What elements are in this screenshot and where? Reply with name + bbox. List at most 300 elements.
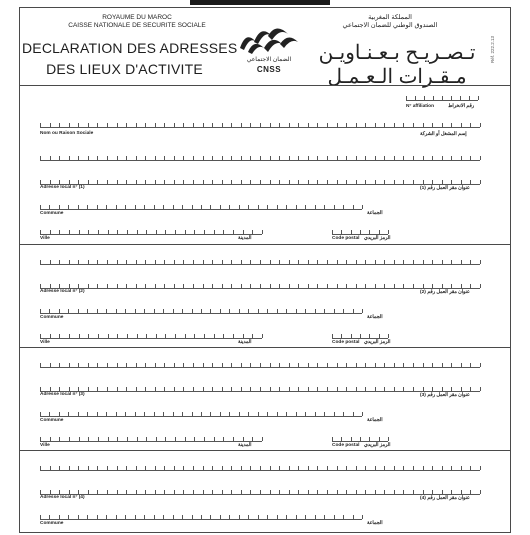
field-cell-tick <box>117 363 118 367</box>
field-cell-tick <box>461 123 462 127</box>
commune-field[interactable] <box>40 410 362 417</box>
field-cell-tick <box>183 387 184 391</box>
field-cell-tick <box>470 156 471 160</box>
field-cell-tick <box>174 490 175 494</box>
field-cell-tick <box>107 490 108 494</box>
field-cell-tick <box>250 260 251 264</box>
field-cell-tick <box>460 96 461 100</box>
field-cell-tick <box>277 309 278 313</box>
field-cell-tick <box>78 515 79 519</box>
postal-code-label-ar: الرمز البريدي <box>364 236 391 241</box>
field-cell-tick <box>126 156 127 160</box>
field-cell-tick <box>223 437 224 441</box>
title-ar-line1: تـصـريـح بـعـنـاويـن <box>318 42 476 64</box>
field-cell-tick <box>203 490 204 494</box>
field-cell-tick <box>40 180 41 184</box>
field-cell-tick <box>423 466 424 470</box>
field-cell-tick <box>267 412 268 416</box>
field-cell-tick <box>239 205 240 209</box>
field-cell-tick <box>69 334 70 338</box>
field-cell-tick <box>145 123 146 127</box>
field-cell-tick <box>343 309 344 313</box>
field-cell-tick <box>260 490 261 494</box>
field-cell-tick <box>108 230 109 234</box>
field-cell-tick <box>433 96 434 100</box>
ville-field[interactable] <box>40 332 262 339</box>
field-cell-tick <box>317 156 318 160</box>
field-cell-tick <box>145 180 146 184</box>
field-cell-tick <box>243 230 244 234</box>
field-cell-tick <box>163 515 164 519</box>
affiliation-field[interactable] <box>406 94 478 101</box>
field-cell-tick <box>298 466 299 470</box>
field-cell-tick <box>210 309 211 313</box>
field-cell-tick <box>59 156 60 160</box>
field-cell-tick <box>470 123 471 127</box>
field-cell-tick <box>442 260 443 264</box>
field-cell-tick <box>315 412 316 416</box>
field-cell-tick <box>470 180 471 184</box>
field-cell-tick <box>69 284 70 288</box>
field-cell-tick <box>384 490 385 494</box>
address-line-2-field[interactable] <box>40 488 480 495</box>
field-cell-tick <box>461 387 462 391</box>
field-cell-tick <box>343 412 344 416</box>
field-cell-tick <box>289 284 290 288</box>
postal-code-field[interactable] <box>332 228 388 235</box>
field-cell-tick <box>231 156 232 160</box>
field-cell-tick <box>165 230 166 234</box>
field-cell-tick <box>69 363 70 367</box>
field-cell-tick <box>432 387 433 391</box>
field-cell-tick <box>40 230 41 234</box>
field-cell-tick <box>480 156 481 160</box>
field-cell-tick <box>165 437 166 441</box>
field-cell-tick <box>59 490 60 494</box>
field-cell-tick <box>461 180 462 184</box>
field-cell-tick <box>289 387 290 391</box>
ville-field[interactable] <box>40 435 262 442</box>
field-cell-tick <box>231 260 232 264</box>
field-cell-tick <box>375 156 376 160</box>
postal-code-label-ar: الرمز البريدي <box>364 443 391 448</box>
field-cell-tick <box>379 230 380 234</box>
field-cell-tick <box>79 230 80 234</box>
field-cell-tick <box>379 437 380 441</box>
field-cell-tick <box>40 156 41 160</box>
field-cell-tick <box>49 205 50 209</box>
field-cell-tick <box>324 309 325 313</box>
field-cell-tick <box>50 284 51 288</box>
field-cell-tick <box>375 466 376 470</box>
field-cell-tick <box>155 363 156 367</box>
field-cell-tick <box>78 123 79 127</box>
name-field[interactable] <box>40 121 480 128</box>
field-cell-tick <box>296 515 297 519</box>
field-cell-tick <box>298 363 299 367</box>
field-cell-tick <box>185 230 186 234</box>
cnss-logo <box>234 22 304 77</box>
field-cell-tick <box>384 260 385 264</box>
field-cell-tick <box>88 260 89 264</box>
field-cell-tick <box>461 284 462 288</box>
field-cell-tick <box>40 437 41 441</box>
field-cell-tick <box>173 205 174 209</box>
field-cell-tick <box>40 387 41 391</box>
field-cell-tick <box>442 123 443 127</box>
field-cell-tick <box>365 284 366 288</box>
field-cell-tick <box>69 180 70 184</box>
field-cell-tick <box>107 180 108 184</box>
field-cell-tick <box>203 156 204 160</box>
postal-code-label-fr: Code postal <box>332 443 360 448</box>
field-cell-tick <box>145 284 146 288</box>
field-cell-tick <box>117 260 118 264</box>
field-cell-tick <box>212 387 213 391</box>
field-cell-tick <box>346 180 347 184</box>
field-cell-tick <box>394 260 395 264</box>
postal-code-field[interactable] <box>332 435 388 442</box>
field-cell-tick <box>250 466 251 470</box>
field-cell-tick <box>136 123 137 127</box>
field-cell-tick <box>480 180 481 184</box>
field-cell-tick <box>69 466 70 470</box>
commune-label-fr: Commune <box>40 211 64 216</box>
field-cell-tick <box>250 284 251 288</box>
field-cell-tick <box>174 387 175 391</box>
field-cell-tick <box>201 515 202 519</box>
field-cell-tick <box>442 96 443 100</box>
field-cell-tick <box>413 284 414 288</box>
field-cell-tick <box>40 466 41 470</box>
field-cell-tick <box>423 363 424 367</box>
address-line-1-field[interactable] <box>40 361 480 368</box>
field-cell-tick <box>144 205 145 209</box>
field-cell-tick <box>252 230 253 234</box>
field-cell-tick <box>356 123 357 127</box>
field-cell-tick <box>270 490 271 494</box>
commune-label-fr: Commune <box>40 521 64 526</box>
field-cell-tick <box>296 412 297 416</box>
field-cell-tick <box>241 363 242 367</box>
address-line-1-field[interactable] <box>40 154 480 161</box>
commune-field[interactable] <box>40 307 362 314</box>
field-cell-tick <box>413 123 414 127</box>
field-cell-tick <box>480 363 481 367</box>
field-cell-tick <box>480 490 481 494</box>
field-cell-tick <box>117 387 118 391</box>
title-fr-line1: DECLARATION DES ADRESSES <box>22 40 238 56</box>
field-cell-tick <box>461 260 462 264</box>
field-cell-tick <box>174 363 175 367</box>
field-cell-tick <box>156 230 157 234</box>
ville-field[interactable] <box>40 228 262 235</box>
address-line-2-field[interactable] <box>40 178 480 185</box>
field-cell-tick <box>403 490 404 494</box>
field-cell-tick <box>69 156 70 160</box>
field-cell-tick <box>97 466 98 470</box>
field-cell-tick <box>250 123 251 127</box>
field-cell-tick <box>175 230 176 234</box>
field-cell-tick <box>375 363 376 367</box>
field-cell-tick <box>267 205 268 209</box>
field-cell-tick <box>155 284 156 288</box>
field-cell-tick <box>185 437 186 441</box>
field-cell-tick <box>192 515 193 519</box>
field-cell-tick <box>182 412 183 416</box>
field-cell-tick <box>145 363 146 367</box>
field-cell-tick <box>324 412 325 416</box>
field-cell-tick <box>423 490 424 494</box>
address-line-2-field[interactable] <box>40 385 480 392</box>
org-ar: الصندوق الوطني للضمان الاجتماعي <box>342 22 438 29</box>
field-cell-tick <box>360 230 361 234</box>
postal-code-field[interactable] <box>332 332 388 339</box>
field-cell-tick <box>97 412 98 416</box>
field-cell-tick <box>343 515 344 519</box>
field-cell-tick <box>183 284 184 288</box>
field-cell-tick <box>478 96 479 100</box>
field-cell-tick <box>346 123 347 127</box>
field-cell-tick <box>50 466 51 470</box>
field-cell-tick <box>154 412 155 416</box>
field-cell-tick <box>332 437 333 441</box>
field-cell-tick <box>315 205 316 209</box>
field-cell-tick <box>125 515 126 519</box>
field-cell-tick <box>107 260 108 264</box>
field-cell-tick <box>384 123 385 127</box>
field-cell-tick <box>356 260 357 264</box>
field-cell-tick <box>356 363 357 367</box>
field-cell-tick <box>305 205 306 209</box>
field-cell-tick <box>353 412 354 416</box>
field-cell-tick <box>305 515 306 519</box>
field-cell-tick <box>117 123 118 127</box>
field-cell-tick <box>165 334 166 338</box>
field-cell-tick <box>126 180 127 184</box>
field-cell-tick <box>461 363 462 367</box>
field-cell-tick <box>78 387 79 391</box>
field-cell-tick <box>229 309 230 313</box>
field-cell-tick <box>59 363 60 367</box>
field-cell-tick <box>88 284 89 288</box>
logo-cnss-text: CNSS <box>256 65 282 74</box>
field-cell-tick <box>59 205 60 209</box>
field-cell-tick <box>193 123 194 127</box>
field-cell-tick <box>229 515 230 519</box>
field-cell-tick <box>250 363 251 367</box>
field-cell-tick <box>260 363 261 367</box>
field-cell-tick <box>334 205 335 209</box>
field-cell-tick <box>107 363 108 367</box>
field-cell-tick <box>327 387 328 391</box>
field-cell-tick <box>69 260 70 264</box>
field-cell-tick <box>233 230 234 234</box>
field-cell-tick <box>78 156 79 160</box>
field-cell-tick <box>461 466 462 470</box>
field-cell-tick <box>315 309 316 313</box>
field-cell-tick <box>343 205 344 209</box>
field-cell-tick <box>163 412 164 416</box>
field-cell-tick <box>97 156 98 160</box>
field-cell-tick <box>356 284 357 288</box>
field-cell-tick <box>87 515 88 519</box>
field-cell-tick <box>258 515 259 519</box>
field-cell-tick <box>98 334 99 338</box>
field-cell-tick <box>356 156 357 160</box>
field-cell-tick <box>78 205 79 209</box>
field-cell-tick <box>267 515 268 519</box>
field-cell-tick <box>220 515 221 519</box>
field-cell-tick <box>212 260 213 264</box>
field-cell-tick <box>50 387 51 391</box>
field-cell-tick <box>461 490 462 494</box>
field-cell-tick <box>212 490 213 494</box>
field-cell-tick <box>327 363 328 367</box>
field-cell-tick <box>365 466 366 470</box>
header-divider <box>20 85 510 86</box>
field-cell-tick <box>403 180 404 184</box>
field-cell-tick <box>239 309 240 313</box>
field-cell-tick <box>260 156 261 160</box>
field-cell-tick <box>432 180 433 184</box>
field-cell-tick <box>231 284 232 288</box>
field-cell-tick <box>279 387 280 391</box>
field-cell-tick <box>248 412 249 416</box>
field-cell-tick <box>451 260 452 264</box>
field-cell-tick <box>353 515 354 519</box>
field-cell-tick <box>279 156 280 160</box>
field-cell-tick <box>351 230 352 234</box>
field-cell-tick <box>315 515 316 519</box>
field-cell-tick <box>258 205 259 209</box>
field-cell-tick <box>194 437 195 441</box>
field-cell-tick <box>126 387 127 391</box>
field-cell-tick <box>308 123 309 127</box>
field-cell-tick <box>192 412 193 416</box>
field-cell-tick <box>384 387 385 391</box>
field-cell-tick <box>97 309 98 313</box>
field-cell-tick <box>262 334 263 338</box>
field-cell-tick <box>97 363 98 367</box>
field-cell-tick <box>97 490 98 494</box>
field-cell-tick <box>270 363 271 367</box>
field-cell-tick <box>442 156 443 160</box>
commune-field[interactable] <box>40 513 362 520</box>
field-cell-tick <box>365 156 366 160</box>
field-cell-tick <box>424 96 425 100</box>
field-cell-tick <box>183 363 184 367</box>
field-cell-tick <box>40 123 41 127</box>
field-cell-tick <box>470 284 471 288</box>
field-cell-tick <box>174 284 175 288</box>
field-cell-tick <box>117 437 118 441</box>
field-cell-tick <box>88 387 89 391</box>
address-line-2-field[interactable] <box>40 282 480 289</box>
cnss-logo-icon <box>234 22 304 56</box>
field-cell-tick <box>394 363 395 367</box>
field-cell-tick <box>432 466 433 470</box>
ville-label-fr: Ville <box>40 236 50 241</box>
field-cell-tick <box>442 180 443 184</box>
field-cell-tick <box>155 387 156 391</box>
field-cell-tick <box>154 515 155 519</box>
field-cell-tick <box>337 180 338 184</box>
field-cell-tick <box>360 334 361 338</box>
commune-label-ar: الجماعة <box>367 521 383 526</box>
address-line-1-field[interactable] <box>40 464 480 471</box>
field-cell-tick <box>423 123 424 127</box>
commune-field[interactable] <box>40 203 362 210</box>
declaration-form <box>19 7 511 533</box>
field-cell-tick <box>106 515 107 519</box>
field-cell-tick <box>305 412 306 416</box>
field-cell-tick <box>183 180 184 184</box>
field-cell-tick <box>97 205 98 209</box>
field-cell-tick <box>50 123 51 127</box>
field-cell-tick <box>164 387 165 391</box>
field-cell-tick <box>308 466 309 470</box>
field-cell-tick <box>403 363 404 367</box>
field-cell-tick <box>78 260 79 264</box>
field-cell-tick <box>451 180 452 184</box>
field-cell-tick <box>194 230 195 234</box>
field-cell-tick <box>279 180 280 184</box>
field-cell-tick <box>126 123 127 127</box>
ville-label-ar: المدينة <box>238 340 252 345</box>
field-cell-tick <box>252 437 253 441</box>
field-cell-tick <box>442 284 443 288</box>
field-cell-tick <box>346 284 347 288</box>
field-cell-tick <box>49 309 50 313</box>
field-cell-tick <box>69 490 70 494</box>
field-cell-tick <box>346 387 347 391</box>
field-cell-tick <box>337 387 338 391</box>
field-cell-tick <box>305 309 306 313</box>
field-cell-tick <box>362 205 363 209</box>
field-cell-tick <box>79 334 80 338</box>
field-cell-tick <box>201 309 202 313</box>
field-cell-tick <box>332 230 333 234</box>
field-cell-tick <box>203 466 204 470</box>
field-cell-tick <box>136 387 137 391</box>
field-cell-tick <box>59 466 60 470</box>
field-cell-tick <box>183 260 184 264</box>
field-cell-tick <box>78 490 79 494</box>
field-cell-tick <box>432 260 433 264</box>
field-cell-tick <box>40 205 41 209</box>
field-cell-tick <box>260 180 261 184</box>
field-cell-tick <box>289 123 290 127</box>
field-cell-tick <box>50 180 51 184</box>
field-cell-tick <box>125 309 126 313</box>
field-cell-tick <box>337 363 338 367</box>
field-cell-tick <box>223 230 224 234</box>
section-divider <box>20 347 510 348</box>
field-cell-tick <box>334 309 335 313</box>
address-line-1-field[interactable] <box>40 258 480 265</box>
field-cell-tick <box>136 260 137 264</box>
address-label-fr: Adresse local n° (1) <box>40 185 85 190</box>
field-cell-tick <box>220 412 221 416</box>
field-cell-tick <box>365 363 366 367</box>
field-cell-tick <box>442 363 443 367</box>
affiliation-label-fr: N° affiliation <box>406 104 435 109</box>
field-cell-tick <box>174 260 175 264</box>
field-cell-tick <box>40 515 41 519</box>
field-cell-tick <box>432 156 433 160</box>
field-cell-tick <box>461 156 462 160</box>
